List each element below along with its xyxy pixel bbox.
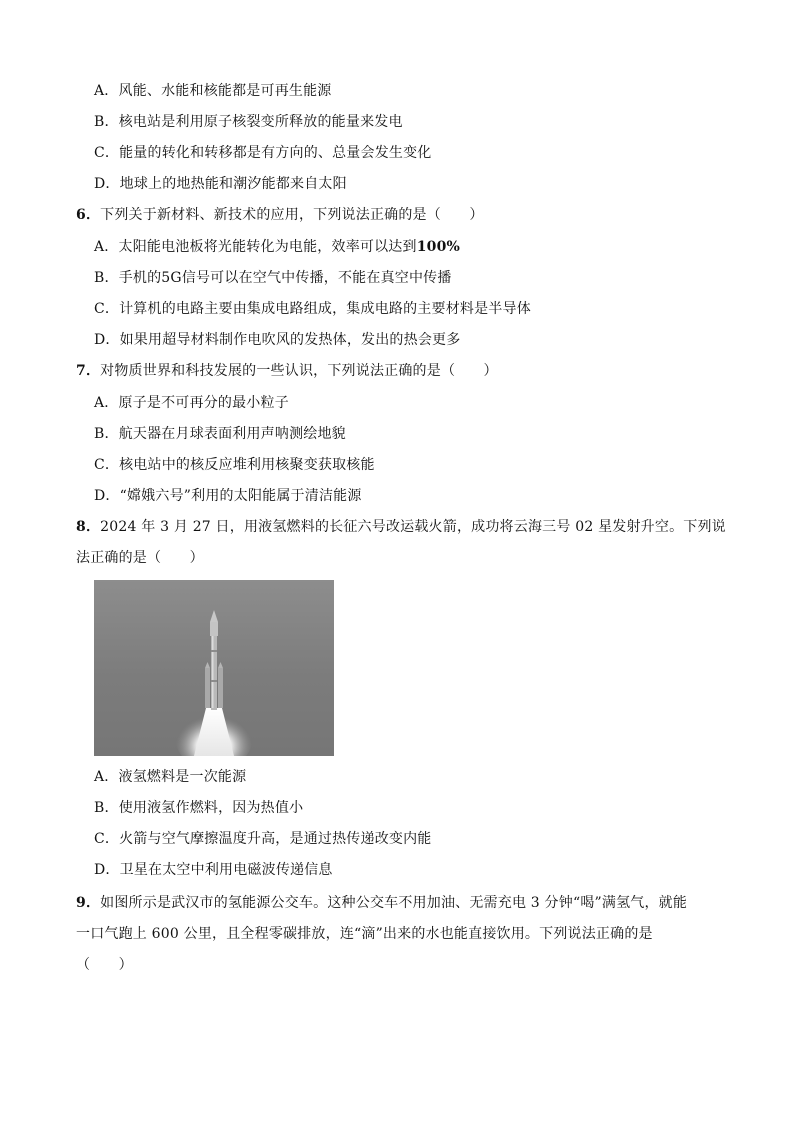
q6-option-a-text: A．太阳能电池板将光能转化为电能，效率可以达到 <box>94 239 417 255</box>
q8-option-c: C．火箭与空气摩擦温度升高，是通过热传递改变内能 <box>94 831 432 847</box>
q9-number: 9． <box>76 895 101 911</box>
q5-option-c: C．能量的转化和转移都是有方向的、总量会发生变化 <box>94 145 432 161</box>
q6-number: 6． <box>76 207 101 223</box>
q7-option-b: B．航天器在月球表面利用声呐测绘地貌 <box>94 426 346 442</box>
q6-option-d: D．如果用超导材料制作电吹风的发热体，发出的热会更多 <box>94 332 461 348</box>
rocket-launch-photo <box>94 580 334 756</box>
q9-stem-line2: 一口气跑上 600 公里，且全程零碳排放，连“滴”出来的水也能直接饮用。下列说法正确的是 <box>76 926 653 942</box>
q8-option-a: A．液氢燃料是一次能源 <box>94 769 247 785</box>
q7-option-a: A．原子是不可再分的最小粒子 <box>94 395 289 411</box>
q8-option-d: D．卫星在太空中利用电磁波传递信息 <box>94 862 333 878</box>
q8-stem-text-1: 2024 年 3 月 27 日，用液氢燃料的长征六号改运载火箭，成功将云海三号 02 星发射升空。下列说 <box>100 519 726 535</box>
q5-option-d: D．地球上的地热能和潮汐能都来自太阳 <box>94 176 347 192</box>
q9-stem-line1 <box>76 893 687 913</box>
q6-option-c: C．计算机的电路主要由集成电路组成，集成电路的主要材料是半导体 <box>94 301 531 317</box>
q6-option-b: B．手机的5G信号可以在空气中传播，不能在真空中传播 <box>94 270 452 286</box>
q7-option-d: D．“嫦娥六号”利用的太阳能属于清洁能源 <box>94 488 362 504</box>
q7-stem <box>76 361 498 381</box>
q9-stem-line3: （ ） <box>76 957 133 973</box>
q9-stem-text-1: 如图所示是武汉市的氢能源公交车。这种公交车不用加油、无需充电 3 分钟“喝”满氢气，就能 <box>100 895 688 911</box>
q5-option-b: B．核电站是利用原子核裂变所释放的能量来发电 <box>94 114 403 130</box>
q6-option-a <box>94 237 460 257</box>
q5-option-a: A．风能、水能和核能都是可再生能源 <box>94 83 332 99</box>
q6-option-a-value: 100% <box>416 239 461 255</box>
q7-option-c: C．核电站中的核反应堆利用核聚变获取核能 <box>94 457 375 473</box>
q7-stem-text: 对物质世界和科技发展的一些认识，下列说法正确的是（ ） <box>100 363 498 379</box>
q8-number: 8． <box>76 519 101 535</box>
rocket-illustration <box>94 580 334 756</box>
q8-stem-line1 <box>76 517 726 537</box>
q6-stem-text: 下列关于新材料、新技术的应用，下列说法正确的是（ ） <box>100 207 484 223</box>
q6-stem <box>76 205 484 225</box>
q8-option-b: B．使用液氢作燃料，因为热值小 <box>94 800 304 816</box>
q7-number: 7． <box>76 363 101 379</box>
q8-stem-line2: 法正确的是（ ） <box>76 550 204 566</box>
